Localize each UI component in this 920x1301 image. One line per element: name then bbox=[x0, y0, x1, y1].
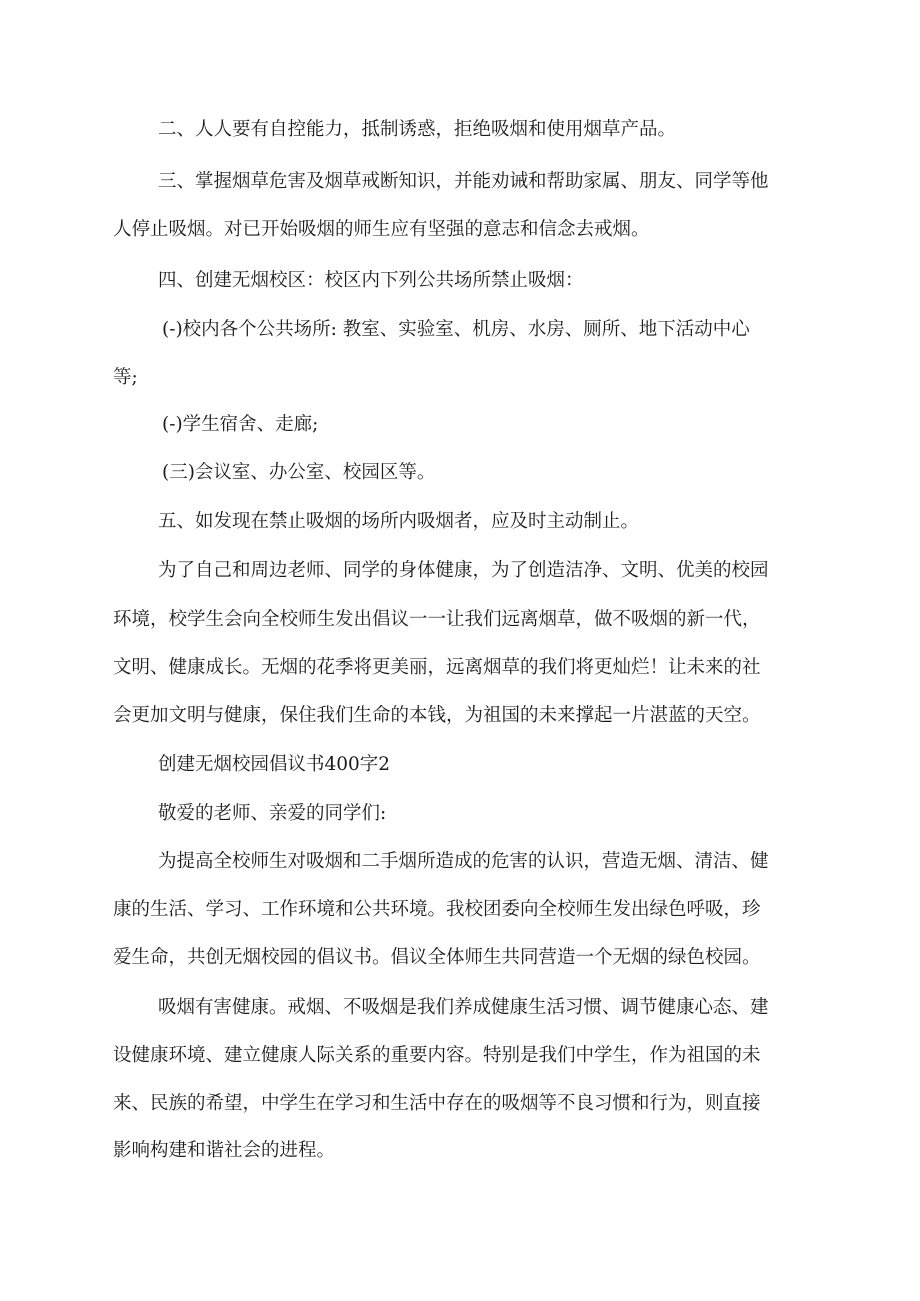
point-three-line-2: 人停止吸烟。对已开始吸烟的师生应有坚强的意志和信念去戒烟。 bbox=[113, 219, 650, 240]
health-paragraph-line-1: 吸烟有害健康。戒烟、不吸烟是我们养成健康生活习惯、调节健康心态、建 bbox=[158, 997, 769, 1018]
section-title: 创建无烟校园倡议书400字2 bbox=[158, 754, 391, 775]
health-paragraph-line-4: 影响构建和谐社会的进程。 bbox=[113, 1140, 336, 1161]
point-two-line: 二、人人要有自控能力，抵制诱惑，拒绝吸烟和使用烟草产品。 bbox=[158, 119, 677, 140]
sub-item-two: (-)学生宿舍、走廊; bbox=[162, 414, 319, 435]
intro-paragraph-line-3: 爱生命，共创无烟校园的倡议书。倡议全体师生共同营造一个无烟的绿色校园。 bbox=[113, 947, 761, 968]
sub-item-three: (三)会议室、办公室、校园区等。 bbox=[162, 462, 436, 483]
closing-paragraph-line-1: 为了自己和周边老师、同学的身体健康，为了创造洁净、文明、优美的校园 bbox=[158, 560, 769, 581]
intro-paragraph-line-1: 为提高全校师生对吸烟和二手烟所造成的危害的认识，营造无烟、清洁、健 bbox=[158, 851, 769, 872]
closing-paragraph-line-3: 文明、健康成长。无烟的花季将更美丽，远离烟草的我们将更灿烂！让未来的社 bbox=[113, 657, 761, 678]
sub-item-one-line-1: (-)校内各个公共场所: 教室、实验室、机房、水房、厕所、地下活动中心 bbox=[162, 319, 750, 340]
sub-item-one-line-2: 等; bbox=[113, 367, 138, 388]
point-five-line: 五、如发现在禁止吸烟的场所内吸烟者，应及时主动制止。 bbox=[158, 511, 640, 532]
closing-paragraph-line-4: 会更加文明与健康，保住我们生命的本钱，为祖国的未来撑起一片湛蓝的天空。 bbox=[113, 705, 761, 726]
closing-paragraph-line-2: 环境，校学生会向全校师生发出倡议一一让我们远离烟草，做不吸烟的新一代， bbox=[113, 609, 761, 630]
point-four-heading: 四、创建无烟校区：校区内下列公共场所禁止吸烟： bbox=[158, 270, 584, 291]
intro-paragraph-line-2: 康的生活、学习、工作环境和公共环境。我校团委向全校师生发出绿色呼吸，珍 bbox=[113, 899, 761, 920]
salutation: 敬爱的老师、亲爱的同学们: bbox=[158, 803, 387, 824]
health-paragraph-line-3: 来、民族的希望，中学生在学习和生活中存在的吸烟等不良习惯和行为，则直接 bbox=[113, 1093, 761, 1114]
point-three-line-1: 三、掌握烟草危害及烟草戒断知识，并能劝诫和帮助家属、朋友、同学等他 bbox=[158, 171, 769, 192]
health-paragraph-line-2: 设健康环境、建立健康人际关系的重要内容。特别是我们中学生，作为祖国的未 bbox=[113, 1045, 761, 1066]
